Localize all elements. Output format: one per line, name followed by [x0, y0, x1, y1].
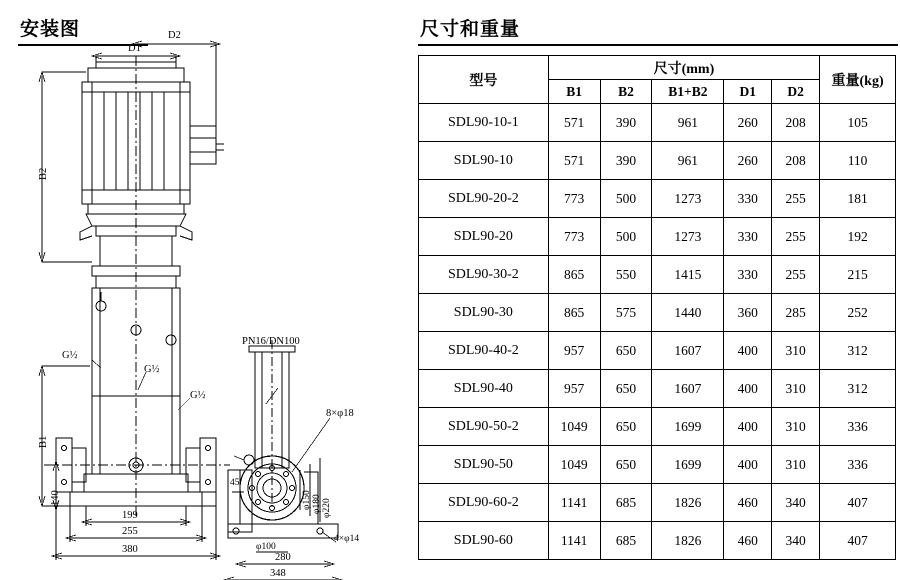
table-row — [419, 370, 896, 408]
cell-model: SDL90-30 — [419, 294, 549, 332]
label-g-half-upper-left: G½ — [62, 350, 78, 361]
label-348: 348 — [270, 568, 286, 579]
cell-weight: 252 — [820, 294, 896, 332]
cell-weight: 407 — [820, 484, 896, 522]
cell-b1: 773 — [548, 218, 600, 256]
header-dimensions-group: 尺寸(mm) — [548, 56, 819, 80]
cell-model: SDL90-10-1 — [419, 104, 549, 142]
cell-b2: 500 — [600, 180, 652, 218]
label-140: 140 — [50, 490, 61, 506]
cell-b2: 650 — [600, 332, 652, 370]
cell-d2: 310 — [772, 446, 820, 484]
label-255: 255 — [122, 526, 138, 537]
cell-d2: 285 — [772, 294, 820, 332]
header-d1: D1 — [724, 80, 772, 104]
header-b2: B2 — [600, 80, 652, 104]
cell-weight: 105 — [820, 104, 896, 142]
cell-d1: 330 — [724, 256, 772, 294]
cell-d1: 400 — [724, 408, 772, 446]
cell-b2: 390 — [600, 142, 652, 180]
cell-b2: 650 — [600, 446, 652, 484]
table-row — [419, 408, 896, 446]
label-phi100: φ100 — [256, 542, 276, 552]
cell-d2: 340 — [772, 522, 820, 560]
table-header-row-1 — [419, 56, 896, 80]
left-panel-title: 安装图 — [20, 18, 81, 40]
label-g-half-side: G½ — [190, 390, 206, 401]
cell-b1-plus-b2: 1699 — [652, 446, 724, 484]
cell-d2: 255 — [772, 256, 820, 294]
cell-b1: 1049 — [548, 408, 600, 446]
cell-b1-plus-b2: 961 — [652, 104, 724, 142]
label-d1-top: D1 — [128, 43, 141, 54]
cell-model: SDL90-10 — [419, 142, 549, 180]
right-title-underline — [418, 44, 898, 46]
cell-d2: 340 — [772, 484, 820, 522]
cell-d1: 260 — [724, 104, 772, 142]
cell-b1: 1141 — [548, 522, 600, 560]
cell-model: SDL90-30-2 — [419, 256, 549, 294]
label-phi220: φ220 — [322, 498, 332, 518]
table-row — [419, 218, 896, 256]
header-d2: D2 — [772, 80, 820, 104]
label-flange-spec: PN16/DN100 — [242, 336, 300, 347]
cell-d1: 400 — [724, 332, 772, 370]
cell-model: SDL90-20 — [419, 218, 549, 256]
cell-b1-plus-b2: 1607 — [652, 370, 724, 408]
label-phi180: φ180 — [312, 494, 322, 514]
cell-weight: 215 — [820, 256, 896, 294]
cell-model: SDL90-40-2 — [419, 332, 549, 370]
table-row — [419, 180, 896, 218]
header-weight: 重量(kg) — [820, 56, 896, 104]
cell-b1-plus-b2: 1415 — [652, 256, 724, 294]
cell-b1: 957 — [548, 370, 600, 408]
label-4x14-holes: 4×φ14 — [334, 534, 360, 544]
cell-d1: 460 — [724, 484, 772, 522]
cell-b1: 1049 — [548, 446, 600, 484]
cell-b2: 550 — [600, 256, 652, 294]
cell-d1: 330 — [724, 218, 772, 256]
cell-model: SDL90-40 — [419, 370, 549, 408]
table-row — [419, 446, 896, 484]
installation-drawing-panel — [0, 0, 410, 580]
cell-weight: 336 — [820, 408, 896, 446]
cell-b2: 500 — [600, 218, 652, 256]
table-row — [419, 104, 896, 142]
cell-weight: 192 — [820, 218, 896, 256]
pump-installation-drawing — [0, 30, 410, 580]
dimensions-weight-table — [418, 55, 896, 560]
cell-d2: 255 — [772, 180, 820, 218]
cell-model: SDL90-50-2 — [419, 408, 549, 446]
label-199: 199 — [122, 510, 138, 521]
cell-d1: 330 — [724, 180, 772, 218]
label-b2: B2 — [38, 167, 49, 180]
label-380: 380 — [122, 544, 138, 555]
cell-b2: 390 — [600, 104, 652, 142]
cell-b1: 865 — [548, 256, 600, 294]
cell-b2: 685 — [600, 522, 652, 560]
table-row — [419, 294, 896, 332]
cell-b1-plus-b2: 1826 — [652, 522, 724, 560]
header-b1-plus-b2: B1+B2 — [652, 80, 724, 104]
cell-weight: 312 — [820, 370, 896, 408]
cell-d2: 208 — [772, 142, 820, 180]
header-b1: B1 — [548, 80, 600, 104]
cell-b2: 575 — [600, 294, 652, 332]
cell-b1-plus-b2: 1826 — [652, 484, 724, 522]
label-280: 280 — [275, 552, 291, 563]
label-8x18-holes: 8×φ18 — [326, 408, 354, 419]
cell-model: SDL90-60 — [419, 522, 549, 560]
cell-d2: 310 — [772, 332, 820, 370]
cell-d2: 310 — [772, 370, 820, 408]
cell-b1: 571 — [548, 142, 600, 180]
label-45: 45 — [230, 478, 240, 488]
table-body — [419, 104, 896, 560]
label-g-half-mid: G½ — [144, 364, 160, 375]
table-row — [419, 332, 896, 370]
cell-b1-plus-b2: 1440 — [652, 294, 724, 332]
cell-d1: 260 — [724, 142, 772, 180]
table-row — [419, 256, 896, 294]
cell-d1: 460 — [724, 522, 772, 560]
table-row — [419, 484, 896, 522]
cell-b2: 650 — [600, 370, 652, 408]
cell-b1: 1141 — [548, 484, 600, 522]
cell-model: SDL90-50 — [419, 446, 549, 484]
cell-b1-plus-b2: 1273 — [652, 218, 724, 256]
cell-b1: 957 — [548, 332, 600, 370]
cell-d1: 360 — [724, 294, 772, 332]
cell-weight: 312 — [820, 332, 896, 370]
drawing-svg — [0, 40, 410, 580]
cell-weight: 336 — [820, 446, 896, 484]
cell-d1: 400 — [724, 446, 772, 484]
right-panel-title: 尺寸和重量 — [420, 18, 521, 40]
cell-model: SDL90-20-2 — [419, 180, 549, 218]
cell-b2: 685 — [600, 484, 652, 522]
cell-weight: 407 — [820, 522, 896, 560]
dimensions-weight-panel — [415, 0, 900, 580]
cell-weight: 181 — [820, 180, 896, 218]
table-head — [419, 56, 896, 104]
cell-d1: 400 — [724, 370, 772, 408]
label-b1: B1 — [38, 435, 49, 448]
cell-b1-plus-b2: 1699 — [652, 408, 724, 446]
cell-d2: 208 — [772, 104, 820, 142]
cell-b1: 773 — [548, 180, 600, 218]
cell-weight: 110 — [820, 142, 896, 180]
cell-d2: 255 — [772, 218, 820, 256]
cell-b1-plus-b2: 1273 — [652, 180, 724, 218]
cell-b1-plus-b2: 961 — [652, 142, 724, 180]
cell-b1: 865 — [548, 294, 600, 332]
label-d2-top: D2 — [168, 30, 181, 41]
label-phi150: φ150 — [302, 490, 312, 510]
cell-d2: 310 — [772, 408, 820, 446]
cell-b1-plus-b2: 1607 — [652, 332, 724, 370]
cell-model: SDL90-60-2 — [419, 484, 549, 522]
header-model: 型号 — [419, 56, 549, 104]
cell-b2: 650 — [600, 408, 652, 446]
cell-b1: 571 — [548, 104, 600, 142]
table-row — [419, 142, 896, 180]
table-row — [419, 522, 896, 560]
